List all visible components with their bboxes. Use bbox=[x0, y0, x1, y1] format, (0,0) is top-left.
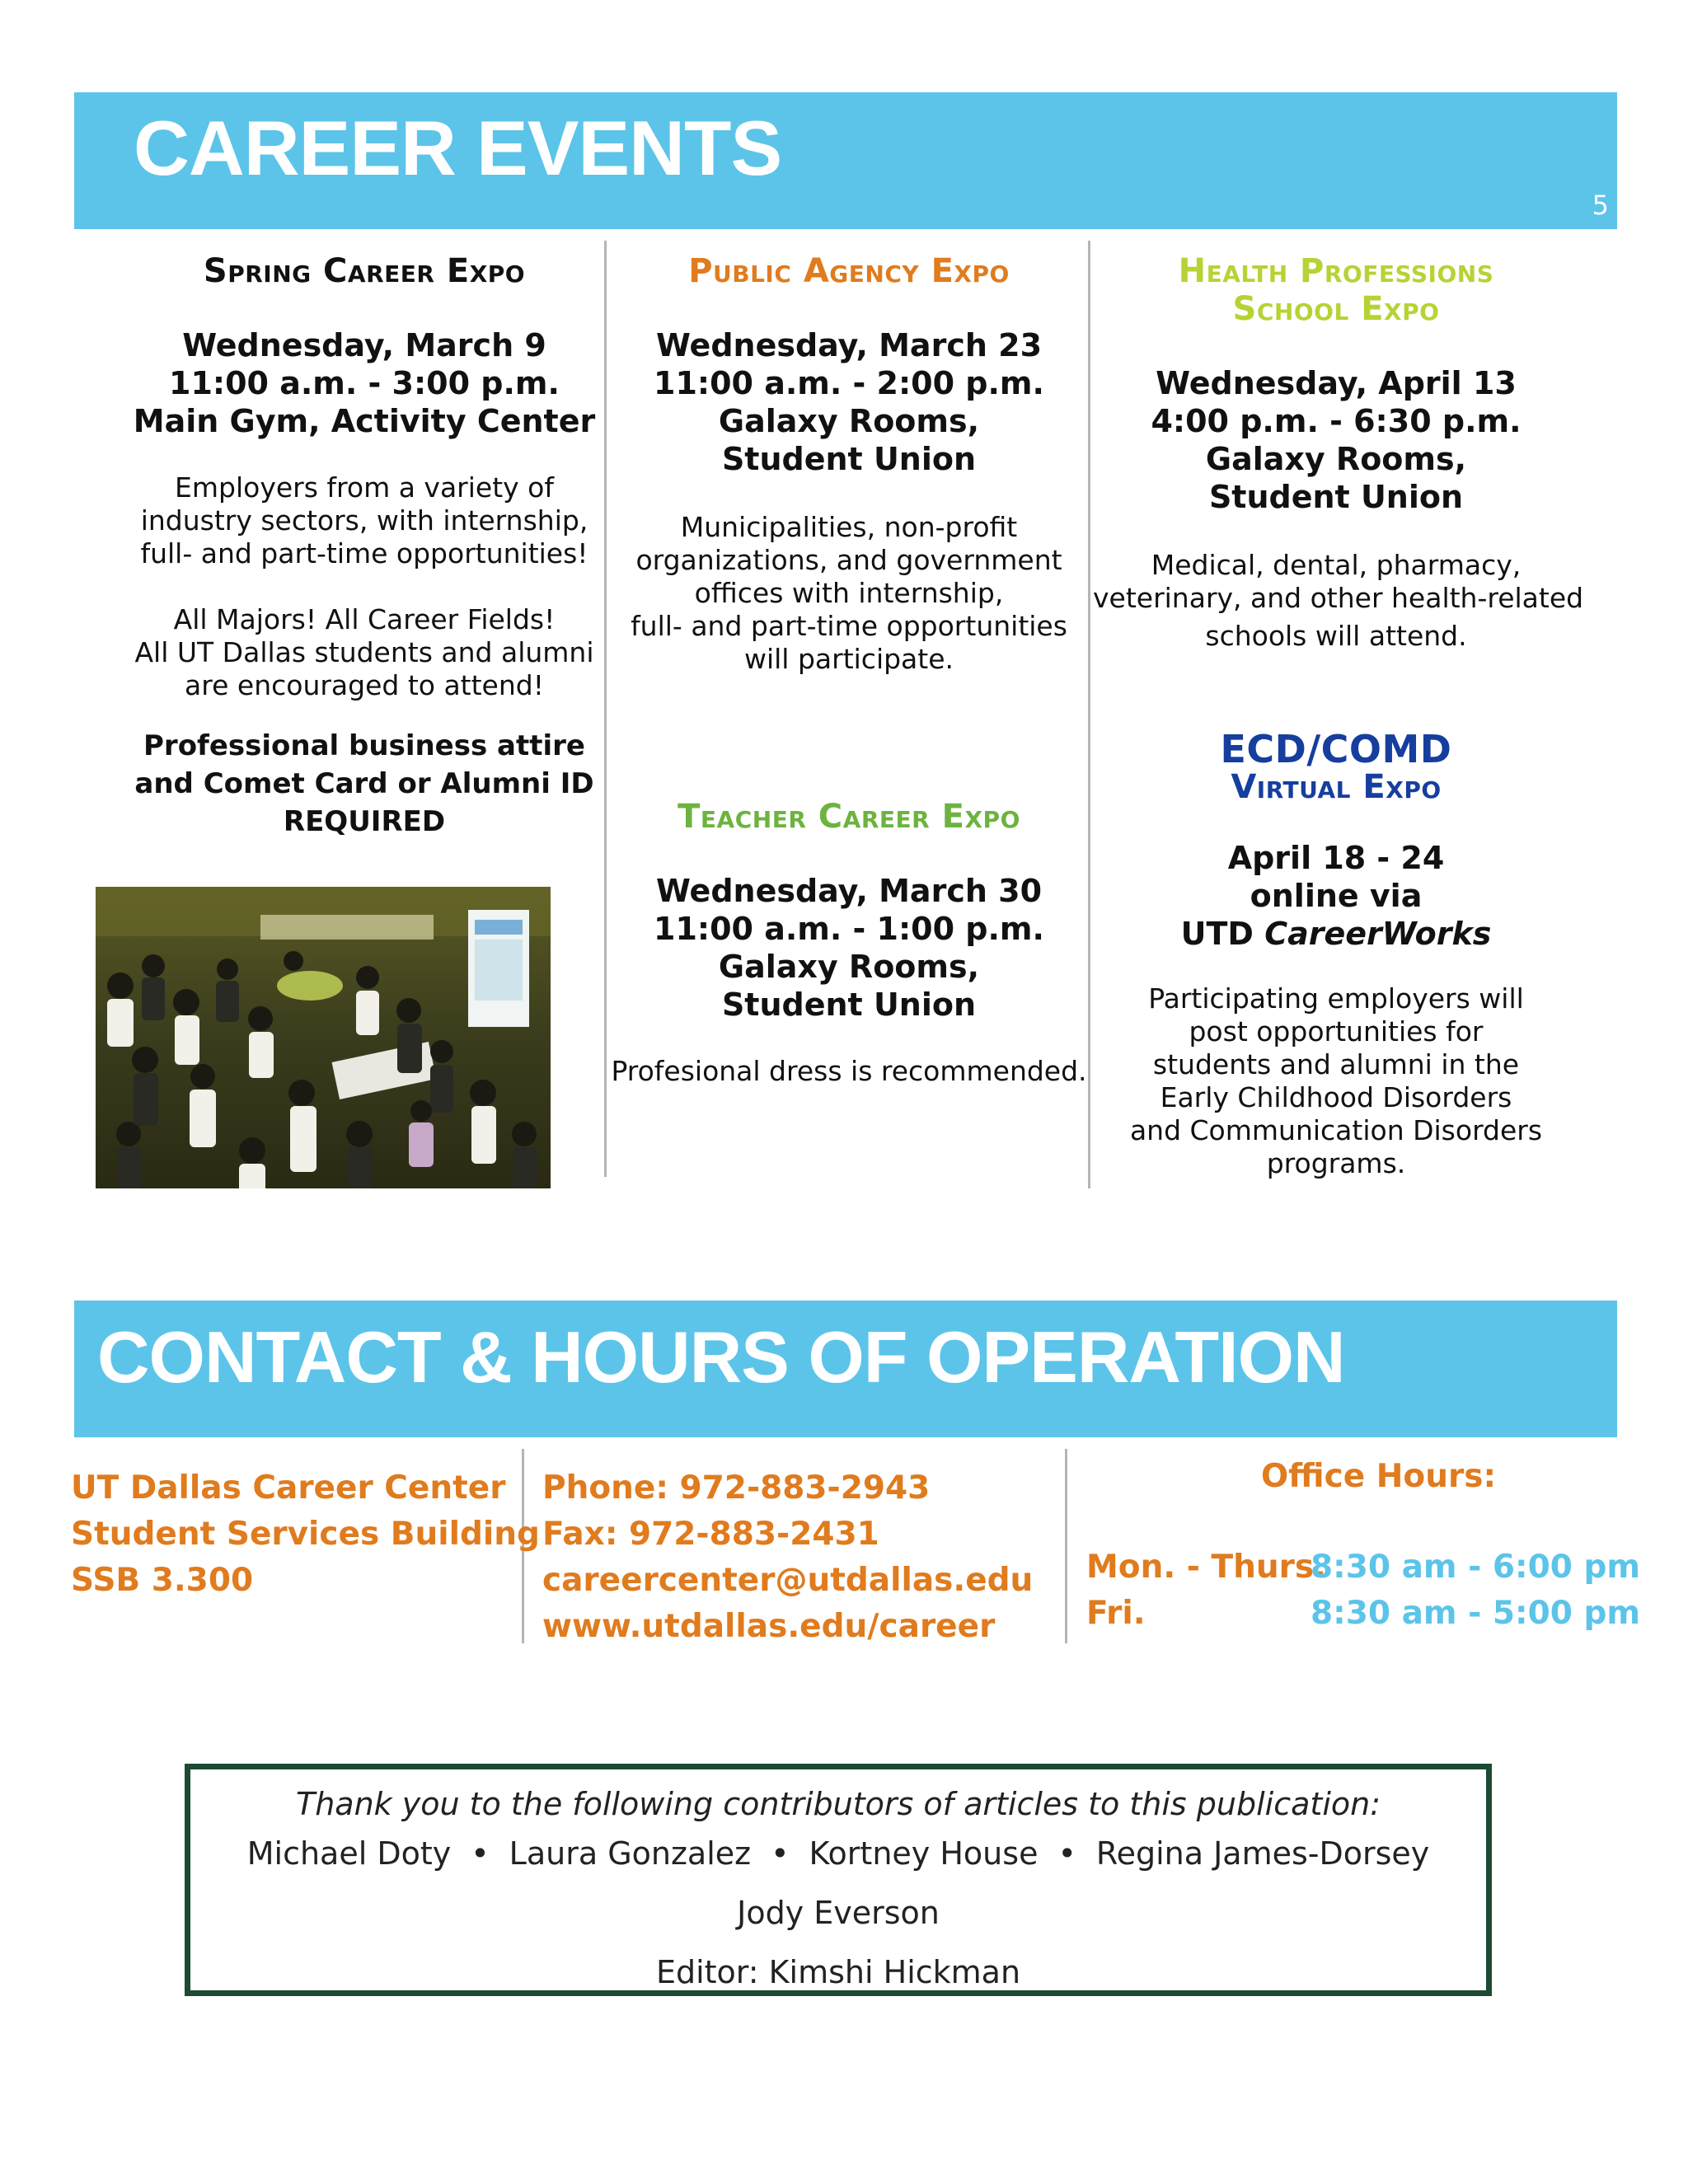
office-hours-row bbox=[1086, 1544, 1640, 1591]
event-location: online via bbox=[1250, 878, 1423, 914]
description-line: All Majors! All Career Fields! bbox=[173, 603, 556, 635]
requirement-line: REQUIRED bbox=[283, 805, 446, 838]
contact-address bbox=[71, 1465, 540, 1604]
career-fair-photo bbox=[96, 887, 551, 1188]
event-details bbox=[610, 872, 1088, 1024]
event-location: Galaxy Rooms, bbox=[718, 403, 980, 439]
platform-prefix: UTD bbox=[1180, 916, 1265, 952]
event-time: 11:00 a.m. - 2:00 p.m. bbox=[654, 365, 1044, 401]
fax-number: Fax: 972-883-2431 bbox=[542, 1516, 879, 1553]
event-platform bbox=[1093, 915, 1579, 953]
teacher-career-expo bbox=[610, 798, 1088, 1088]
bullet-separator: • bbox=[1057, 1835, 1076, 1872]
event-requirements bbox=[124, 727, 605, 841]
hours-time: 8:30 am - 6:00 pm bbox=[1311, 1549, 1641, 1586]
bullet-separator: • bbox=[771, 1835, 790, 1872]
health-professions-expo bbox=[1093, 252, 1584, 653]
event-details bbox=[1093, 364, 1579, 516]
career-fair-crowd-image bbox=[96, 887, 551, 1188]
description-line: full- and part-time opportunities! bbox=[140, 537, 588, 569]
event-time: 4:00 p.m. - 6:30 p.m. bbox=[1151, 403, 1522, 439]
address-line: Student Services Building bbox=[71, 1516, 540, 1553]
website-link[interactable]: www.utdallas.edu/career bbox=[542, 1608, 996, 1645]
spring-career-expo bbox=[124, 252, 605, 841]
event-details bbox=[610, 326, 1088, 478]
event-title bbox=[1093, 252, 1579, 328]
contributor-name: Laura Gonzalez bbox=[509, 1835, 752, 1872]
office-hours-title: Office Hours: bbox=[1261, 1458, 1497, 1495]
requirement-line: Professional business attire bbox=[143, 729, 585, 762]
office-hours-row bbox=[1086, 1591, 1640, 1637]
careerworks-link: CareerWorks bbox=[1264, 916, 1492, 952]
description-line: full- and part-time opportunities bbox=[631, 610, 1067, 642]
event-title: Public Agency Expo bbox=[688, 252, 1010, 290]
contributors-list bbox=[190, 1829, 1486, 1878]
event-time: 11:00 a.m. - 1:00 p.m. bbox=[654, 911, 1044, 947]
event-title: Spring Career Expo bbox=[203, 252, 526, 290]
description-line: schools will attend. bbox=[1205, 620, 1467, 652]
description-line: Medical, dental, pharmacy, bbox=[1151, 549, 1522, 581]
event-title-line: ECD/COMD bbox=[1220, 727, 1452, 771]
address-line: UT Dallas Career Center bbox=[71, 1469, 506, 1507]
event-audience bbox=[124, 603, 605, 702]
event-details bbox=[1093, 839, 1579, 953]
event-title-line: School Expo bbox=[1232, 290, 1440, 328]
description-line: offices with internship, bbox=[694, 577, 1004, 609]
event-date: Wednesday, March 30 bbox=[655, 873, 1043, 909]
event-description bbox=[1093, 549, 1584, 653]
description-line: Early Childhood Disorders bbox=[1160, 1081, 1512, 1113]
contributor-name: Kortney House bbox=[809, 1835, 1039, 1872]
event-date: Wednesday, April 13 bbox=[1156, 365, 1517, 401]
contributor-name: Michael Doty bbox=[246, 1835, 452, 1872]
description-line: will participate. bbox=[743, 643, 954, 675]
ecd-comd-virtual-expo bbox=[1093, 727, 1579, 1180]
description-line: industry sectors, with internship, bbox=[140, 504, 588, 537]
column-divider bbox=[1088, 241, 1090, 1188]
event-title-line: Virtual Expo bbox=[1231, 768, 1442, 806]
event-date: Wednesday, March 9 bbox=[182, 327, 546, 363]
phone-number: Phone: 972-883-2943 bbox=[542, 1469, 931, 1507]
column-divider bbox=[1065, 1449, 1067, 1643]
contact-info bbox=[542, 1465, 1033, 1650]
contributors-intro: Thank you to the following contributors of articles to this publication: bbox=[295, 1786, 1381, 1822]
description-line: Municipalities, non-profit bbox=[680, 511, 1018, 543]
event-time: 11:00 a.m. - 3:00 p.m. bbox=[169, 365, 560, 401]
description-line: post opportunities for bbox=[1189, 1015, 1484, 1047]
contributors-box bbox=[185, 1764, 1492, 1996]
public-agency-expo bbox=[610, 252, 1088, 676]
page-title: CAREER EVENTS bbox=[134, 105, 782, 191]
event-title: Teacher Career Expo bbox=[678, 798, 1020, 836]
contributor-extra: Jody Everson bbox=[737, 1895, 940, 1931]
description-line: and Communication Disorders bbox=[1129, 1114, 1543, 1146]
hours-days: Fri. bbox=[1086, 1595, 1146, 1632]
event-location: Student Union bbox=[721, 441, 977, 477]
editor-credit: Editor: Kimshi Hickman bbox=[655, 1954, 1021, 1990]
contact-banner bbox=[74, 1301, 1617, 1437]
event-description bbox=[124, 471, 605, 570]
event-date: Wednesday, March 23 bbox=[655, 327, 1043, 363]
description-line: Profesional dress is recommended. bbox=[611, 1055, 1087, 1087]
event-location: Galaxy Rooms, bbox=[718, 949, 980, 985]
description-line: veterinary, and other health-related bbox=[1093, 582, 1584, 614]
description-line: students and alumni in the bbox=[1152, 1048, 1520, 1080]
event-title-line: Health Professions bbox=[1178, 252, 1494, 290]
bullet-separator: • bbox=[471, 1835, 490, 1872]
description-line: All UT Dallas students and alumni bbox=[134, 636, 594, 668]
address-line: SSB 3.300 bbox=[71, 1562, 254, 1599]
event-location: Student Union bbox=[1208, 479, 1464, 515]
event-title bbox=[1093, 727, 1579, 806]
event-location: Main Gym, Activity Center bbox=[133, 403, 596, 439]
event-description bbox=[610, 1055, 1088, 1088]
event-details bbox=[124, 326, 605, 440]
event-description bbox=[1093, 982, 1579, 1180]
career-events-banner bbox=[74, 92, 1617, 229]
description-line: are encouraged to attend! bbox=[185, 669, 544, 701]
description-line: programs. bbox=[1266, 1147, 1406, 1179]
contributor-name: Regina James-Dorsey bbox=[1095, 1835, 1430, 1872]
event-location: Student Union bbox=[721, 987, 977, 1023]
hours-time: 8:30 am - 5:00 pm bbox=[1311, 1595, 1641, 1632]
event-date: April 18 - 24 bbox=[1227, 840, 1445, 876]
event-description bbox=[610, 511, 1088, 676]
section-title: CONTACT & HOURS OF OPERATION bbox=[97, 1316, 1345, 1398]
description-line: organizations, and government bbox=[635, 544, 1062, 576]
email-link[interactable]: careercenter@utdallas.edu bbox=[542, 1562, 1034, 1599]
page-number: 5 bbox=[1592, 190, 1609, 221]
description-line: Employers from a variety of bbox=[175, 471, 554, 504]
requirement-line: and Comet Card or Alumni ID bbox=[134, 767, 594, 800]
event-location: Galaxy Rooms, bbox=[1205, 441, 1467, 477]
description-line: Participating employers will bbox=[1148, 982, 1524, 1015]
hours-days: Mon. - Thurs. bbox=[1086, 1549, 1326, 1586]
